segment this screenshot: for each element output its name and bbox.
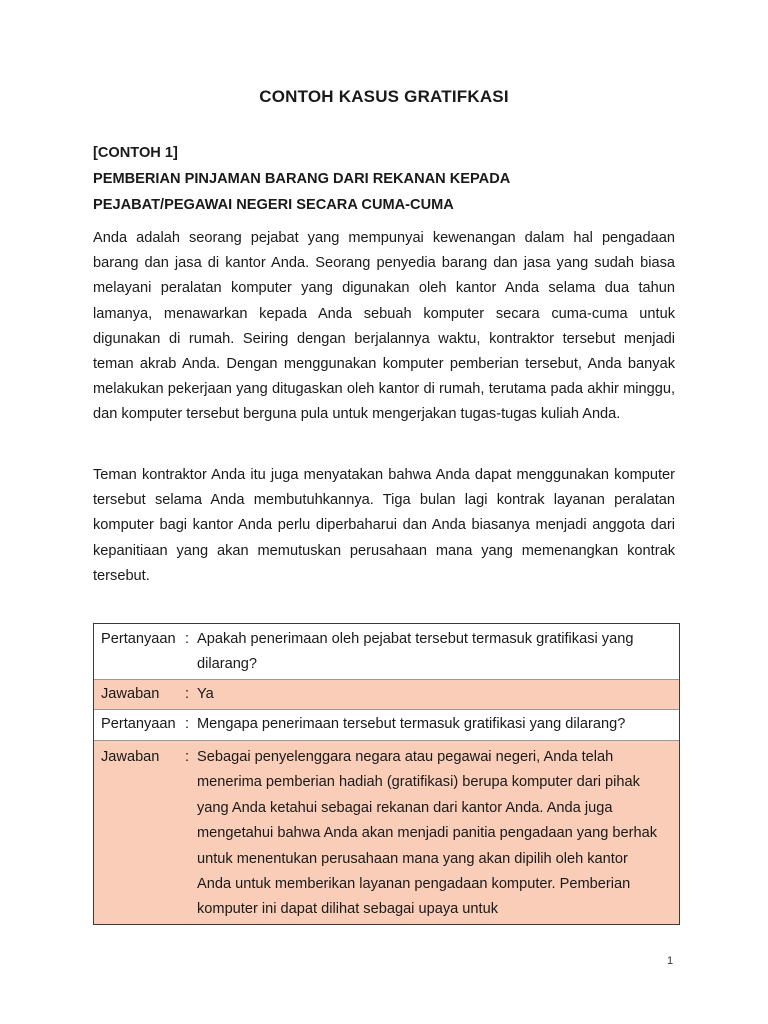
- section-heading-line-2: PEJABAT/PEGAWAI NEGERI SECARA CUMA-CUMA: [93, 197, 454, 213]
- qa-text: Mengapa penerimaan tersebut termasuk gratifikasi yang dilarang?: [197, 716, 626, 732]
- paragraph-1: Anda adalah seorang pejabat yang mempunyai kewenangan dalam hal pengadaan barang dan jasa di kantor Anda. Seorang penyedia barang dan jasa yang sudah biasa melayani peralatan komputer yang digunakan oleh kantor Anda selama dua tahun lamanya, menawarkan kepada Anda sebuah komputer secara cuma-cuma untuk digunakan di rumah. Seiring dengan berjalannya waktu, kontraktor tersebut menjadi teman akrab Anda. Dengan menggunakan komputer pemberian tersebut, Anda banyak melakukan pekerjaan yang ditugaskan oleh kantor di rumah, terutama pada akhir minggu, dan komputer tersebut berguna pula untuk mengerjakan tugas-tugas kuliah Anda.: [93, 230, 675, 423]
- qa-text: Apakah penerimaan oleh pejabat tersebut termasuk gratifikasi yang dilarang?: [197, 631, 634, 672]
- section-heading-line-1: PEMBERIAN PINJAMAN BARANG DARI REKANAN KEPADA: [93, 171, 511, 187]
- paragraph-2: Teman kontraktor Anda itu juga menyatakan bahwa Anda dapat menggunakan komputer tersebut selama Anda membutuhkannya. Tiga bulan lagi kontrak layanan peralatan komputer bagi kantor Anda perlu diperbaharui dan Anda biasanya menjadi anggota dari kepanitiaan yang akan memutuskan perusahaan mana yang memenangkan kontrak tersebut.: [93, 467, 675, 584]
- page-number: 1: [667, 955, 674, 967]
- qa-row-question-2: [94, 710, 679, 741]
- section-heading: [93, 140, 683, 218]
- qa-text: Ya: [197, 686, 214, 702]
- qa-row-answer-2: [94, 741, 679, 924]
- qa-colon: :: [185, 631, 190, 647]
- qa-colon: :: [185, 686, 190, 702]
- qa-text: Sebagai penyelenggara negara atau pegawai negeri, Anda telah menerima pemberian hadiah (gratifikasi) berupa komputer dari pihak yang Anda ketahui sebagai rekanan dari kantor Anda. Anda juga mengetahui bahwa Anda akan menjadi panitia pengadaan yang berhak untuk menentukan perusahaan mana yang akan dipilih oleh kantor Anda untuk memberikan layanan pengadaan komputer. Pemberian komputer ini dapat dilihat sebagai upaya untuk: [197, 749, 658, 918]
- qa-table: [93, 623, 680, 925]
- qa-label: Pertanyaan: [101, 631, 176, 647]
- section-label: [CONTOH 1]: [93, 145, 178, 161]
- qa-row-answer-1: [94, 680, 679, 710]
- qa-colon: :: [185, 749, 190, 765]
- document-title: CONTOH KASUS GRATIFKASI: [259, 87, 509, 106]
- qa-label: Pertanyaan: [101, 716, 176, 732]
- qa-colon: :: [185, 716, 190, 732]
- qa-label: Jawaban: [101, 686, 160, 702]
- qa-row-question-1: [94, 624, 679, 680]
- qa-label: Jawaban: [101, 749, 160, 765]
